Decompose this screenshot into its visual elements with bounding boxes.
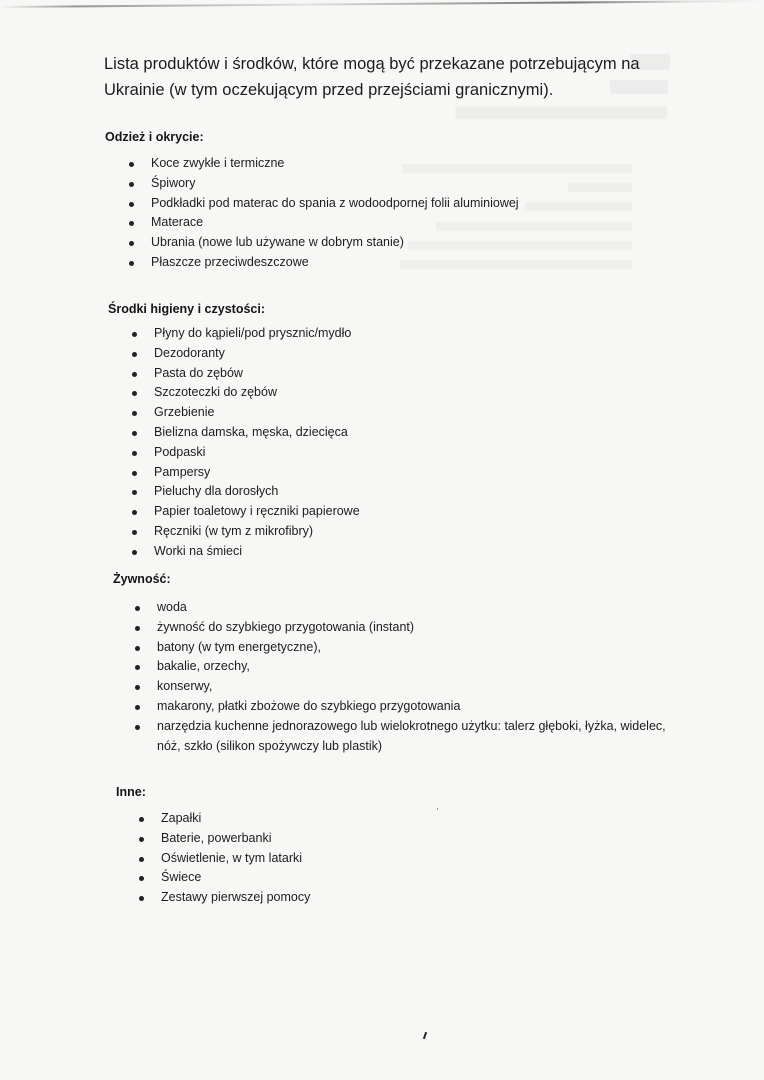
list-item: Grzebienie: [130, 403, 590, 423]
show-through-mark: [455, 106, 667, 119]
list-item: Materace: [127, 213, 587, 233]
list-item: konserwy,: [133, 677, 678, 697]
list-item: żywność do szybkiego przygotowania (instant): [133, 618, 678, 638]
list-item: Podpaski: [130, 443, 590, 463]
section-heading-clothing: Odzież i okrycie:: [105, 130, 204, 144]
list-item: Bielizna damska, męska, dziecięca: [130, 423, 590, 443]
list-item: Oświetlenie, w tym latarki: [137, 849, 597, 869]
section-heading-food: Żywność:: [113, 572, 171, 586]
list-item: makarony, płatki zbożowe do szybkiego przygotowania: [133, 697, 678, 717]
list-item: Ręczniki (w tym z mikrofibry): [130, 522, 590, 542]
list-item: Ubrania (nowe lub używane w dobrym stanie): [127, 233, 587, 253]
list-item: Pampersy: [130, 463, 590, 483]
document-title: Lista produktów i środków, które mogą być przekazane potrzebującym na Ukrainie (w tym oczekującym przed przejściami granicznymi).: [104, 55, 640, 99]
list-item: bakalie, orzechy,: [133, 657, 678, 677]
list-item: Zestawy pierwszej pomocy: [137, 888, 597, 908]
list-item: narzędzia kuchenne jednorazowego lub wielokrotnego użytku: talerz głęboki, łyżka, widelec, nóż, szkło (silikon spożywczy lub plastik): [133, 717, 678, 757]
list-hygiene: [130, 324, 590, 562]
list-other: [137, 809, 597, 908]
list-clothing: [127, 154, 587, 273]
list-item: Zapałki: [137, 809, 597, 829]
list-item: Worki na śmieci: [130, 542, 590, 562]
list-item: woda: [133, 598, 678, 618]
list-item: Płaszcze przeciwdeszczowe: [127, 253, 587, 273]
pen-mark: [423, 1032, 427, 1039]
list-food: [133, 598, 678, 756]
list-item: batony (w tym energetyczne),: [133, 638, 678, 658]
list-item: Koce zwykłe i termiczne: [127, 154, 587, 174]
list-item: Baterie, powerbanki: [137, 829, 597, 849]
list-item: Pasta do zębów: [130, 364, 590, 384]
list-item: Śpiwory: [127, 174, 587, 194]
list-item: Pieluchy dla dorosłych: [130, 482, 590, 502]
list-item: Płyny do kąpieli/pod prysznic/mydło: [130, 324, 590, 344]
list-item: Dezodoranty: [130, 344, 590, 364]
section-heading-other: Inne:: [116, 785, 146, 799]
list-item: Świece: [137, 868, 597, 888]
list-item: Szczoteczki do zębów: [130, 383, 590, 403]
scan-speck: [437, 808, 438, 810]
list-item: Podkładki pod materac do spania z wodoodpornej folii aluminiowej: [127, 194, 587, 214]
list-item: Papier toaletowy i ręczniki papierowe: [130, 502, 590, 522]
scan-top-edge: [0, 0, 764, 8]
section-heading-hygiene: Środki higieny i czystości:: [108, 302, 265, 316]
